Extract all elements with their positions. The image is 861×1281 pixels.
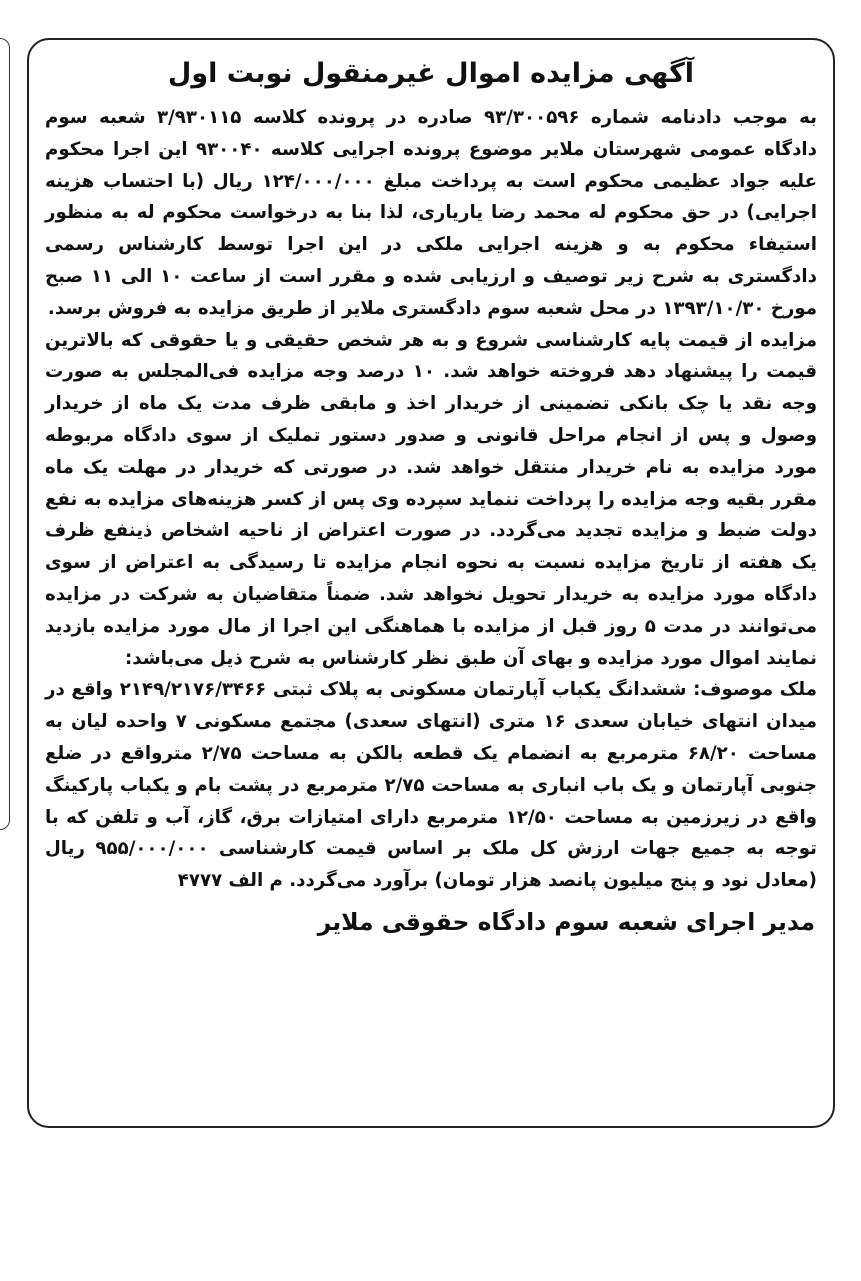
notice-paragraph-property: ملک موصوف: ششدانگ یکباب آپارتمان مسکونی به پلاک ثبتی ۲۱۴۹/۲۱۷۶/۳۴۶۶ واقع در میدان انتهای خیابان سعدی ۱۶ متری (انتهای سعدی) مجتمع مسکونی ۷ واحده لیان به مساحت ۶۸/۲۰ مترمربع به انضمام یک قطعه بالکن به مساحت ۲/۷۵ مترواقع در ضلع جنوبی آپارتمان و یک باب انباری به مساحت ۲/۷۵ مترمربع در پشت بام و یکباب پارکینگ واقع در زیرزمین به مساحت ۱۲/۵۰ مترمربع دارای امتیازات برق، گاز، آب و تلفن که با توجه به جمیع جهات ارزش کل ملک بر اساس قیمت کارشناسی ۹۵۵/۰۰۰/۰۰۰ ریال (معادل نود و پنج میلیون پانصد هزار تومان) برآورد می‌گردد. م الف ۴۷۷۷ <box>45 679 817 892</box>
notice-paragraph-judgment: به موجب دادنامه شماره ۹۳/۳۰۰۵۹۶ صادره در پرونده کلاسه ۳/۹۳۰۱۱۵ شعبه سوم دادگاه عمومی شهرستان ملایر موضوع پرونده اجرایی کلاسه ۹۳۰۰۴۰ این اجرا محکوم علیه جواد عظیمی محکوم است به پرداخت مبلغ ۱۲۴/۰۰۰/۰۰۰ ریال (با احتساب هزینه اجرایی) در حق محکوم له محمد رضا یاریاری، لذا بنا به درخواست محکوم له به منظور استیفاء محکوم به و هزینه اجرایی ملکی در این اجرا توسط کارشناس رسمی دادگستری به شرح زیر توصیف و ارزیابی شده و مقرر است از ساعت ۱۰ الی ۱۱ صبح مورخ ۱۳۹۳/۱۰/۳۰ در محل شعبه سوم دادگستری ملایر از طریق مزایده به فروش برسد. <box>45 107 818 319</box>
adjacent-column-border <box>0 38 10 830</box>
notice-signature: مدیر اجرای شعبه سوم دادگاه حقوقی ملایر <box>317 907 815 936</box>
notice-title: آگهی مزایده اموال غیرمنقول نوبت اول <box>167 58 695 89</box>
auction-notice <box>27 38 835 1128</box>
notice-paragraph-terms: مزایده از قیمت پایه کارشناسی شروع و به هر شخص حقیقی و یا حقوقی که بالاترین قیمت را پیشنهاد دهد فروخته خواهد شد. ۱۰ درصد وجه مزایده فی‌المجلس به صورت وجه نقد یا چک بانکی تضمینی از خریدار اخذ و مابقی ظرف مدت یک ماه از خریدار وصول و پس از انجام مراحل قانونی و صدور دستور تملیک از سوی دادگاه مربوطه مورد مزایده به نام خریدار منتقل خواهد شد. در صورتی که خریدار در مهلت یک ماه مقرر بقیه وجه مزایده را پرداخت ننماید سپرده وی پس از کسر هزینه‌های مزایده به نفع دولت ضبط و مزایده تجدید می‌گردد. در صورت اعتراض از ناحیه اشخاص ذینفع ظرف یک هفته از تاریخ مزایده نسبت به نحوه انجام مزایده تا رسیدگی به اعتراض از سوی دادگاه مورد مزایده به خریدار تحویل نخواهد شد. ضمناً متقاضیان به شرکت در مزایده می‌توانند در مدت ۵ روز قبل از مزایده با هماهنگی این اجرا از مال مورد مزایده بازدید نمایند اموال مورد مزایده و بهای آن طبق نظر کارشناس به شرح ذیل می‌باشد: <box>45 329 817 669</box>
